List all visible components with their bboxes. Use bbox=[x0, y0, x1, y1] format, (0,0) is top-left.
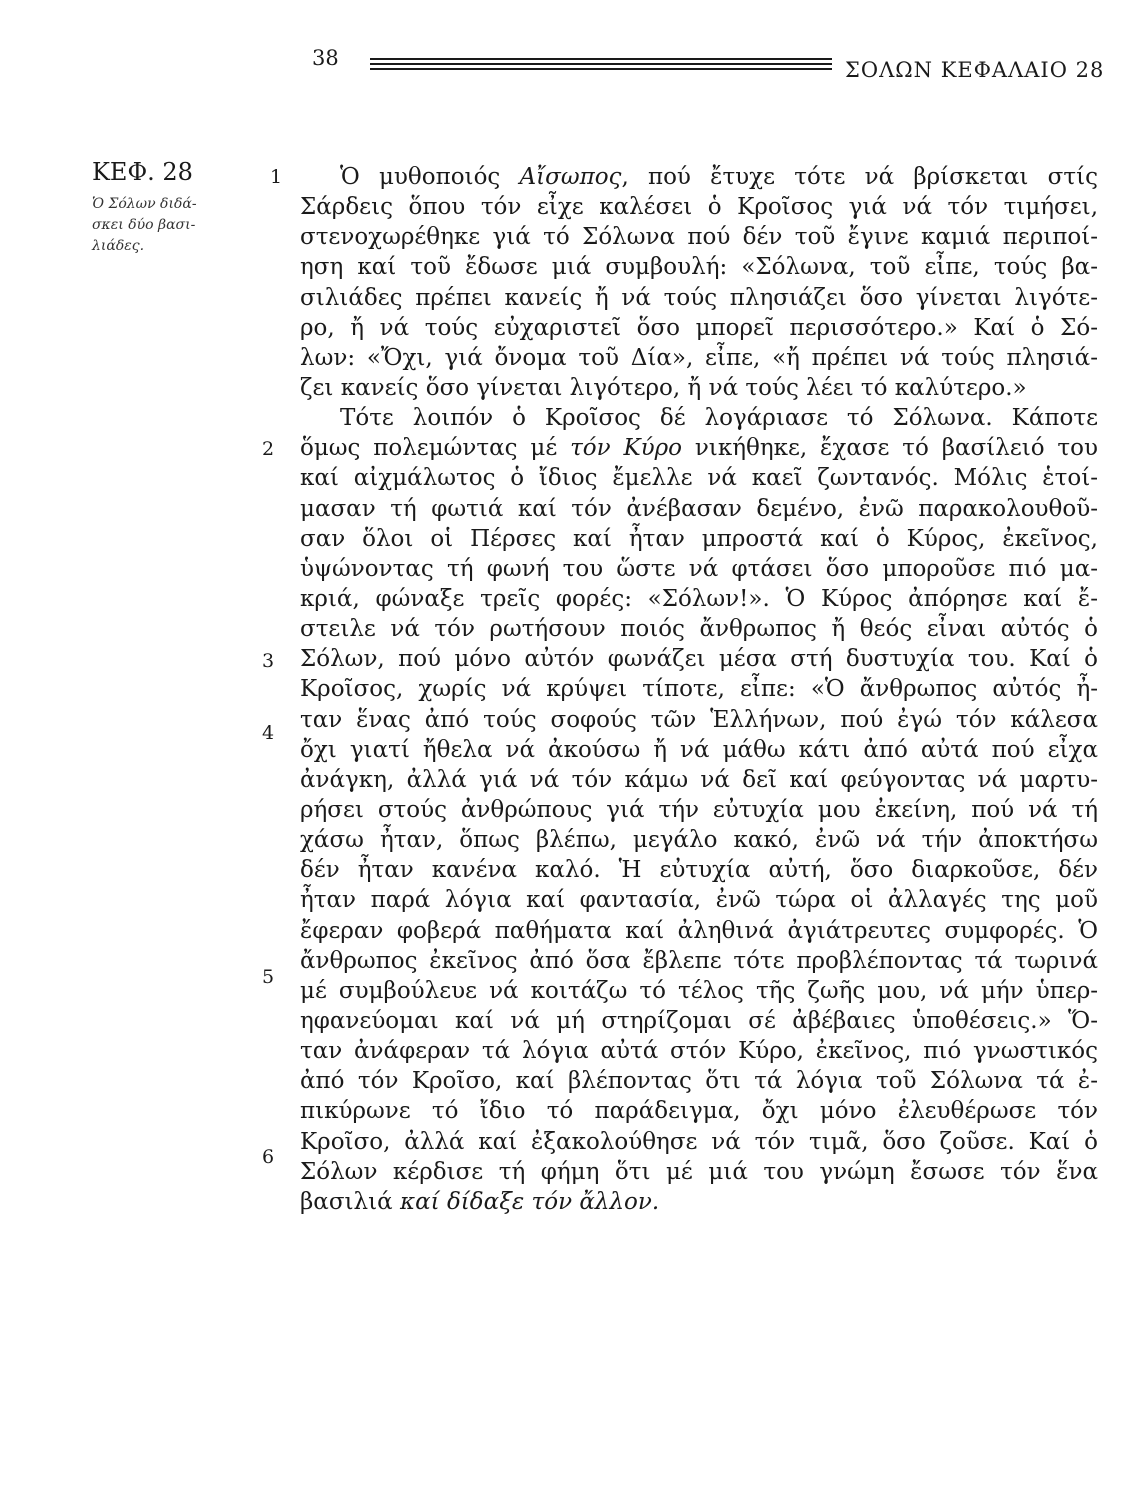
text-run: σιλιάδες πρέπει κανείς ἤ νά τούς πλησιάζει ὅσο γίνεται λιγότε- bbox=[300, 284, 1098, 311]
text-line bbox=[300, 735, 1098, 765]
text-line bbox=[300, 313, 1098, 343]
text-line bbox=[300, 192, 1098, 222]
text-run: ρήσει στούς ἀνθρώπους γιά τήν εὐτυχία μου ἐκείνη, πού νά τή bbox=[300, 796, 1098, 823]
text-line bbox=[300, 433, 1098, 463]
text-line bbox=[300, 855, 1098, 885]
text-line bbox=[300, 705, 1098, 735]
side-note-line: λιάδες. bbox=[92, 238, 145, 254]
text-line bbox=[300, 765, 1098, 795]
text-run: ταν ἀνάφεραν τά λόγια αὐτά στόν Κύρο, ἐκεῖνος, πιό γνωστικός bbox=[300, 1038, 1098, 1065]
chapter-label: ΚΕΦ. 28 bbox=[92, 158, 193, 186]
text-run: ἄνθρωπος ἐκεῖνος ἀπό ὅσα ἔβλεπε τότε προβλέποντας τά τωρινά bbox=[300, 947, 1098, 974]
text-run: χάσω ἦταν, ὅπως βλέπω, μεγάλο κακό, ἐνῶ νά τήν ἀποκτήσω bbox=[300, 827, 1098, 854]
text-line bbox=[300, 1096, 1098, 1126]
body-text bbox=[300, 162, 1098, 1217]
text-run: Κροῖσος, χωρίς νά κρύψει τίποτε, εἶπε: «Ὁ ἄνθρωπος αὐτός ἦ- bbox=[300, 676, 1098, 703]
text-line bbox=[300, 283, 1098, 313]
text-run: Τότε λοιπόν ὁ Κροῖσος δέ λογάριασε τό Σόλωνα. Κάποτε bbox=[340, 405, 1098, 432]
text-line bbox=[300, 463, 1098, 493]
text-line bbox=[300, 946, 1098, 976]
text-run: ὑψώνοντας τή φωνή του ὥστε νά φτάσει ὅσο μποροῦσε πιό μα- bbox=[300, 555, 1098, 582]
text-line bbox=[300, 976, 1098, 1006]
text-line bbox=[300, 795, 1098, 825]
text-run: ὅμως πολεμώντας μέ bbox=[300, 435, 571, 462]
text-run: βασιλιά bbox=[300, 1188, 400, 1215]
text-run: καί αἰχμάλωτος ὁ ἴδιος ἔμελλε νά καεῖ ζωντανός. Μόλις ἑτοί- bbox=[300, 465, 1098, 492]
italic-text: Αἴσωπος bbox=[519, 164, 622, 190]
text-line bbox=[300, 644, 1098, 674]
text-line bbox=[300, 554, 1098, 584]
text-line bbox=[300, 222, 1098, 252]
text-run: Σόλων κέρδισε τή φήμη ὅτι μέ μιά του γνώμη ἔσωσε τόν ἕνα bbox=[300, 1158, 1098, 1185]
text-run: ζει κανείς ὅσο γίνεται λιγότερο, ἤ νά τούς λέει τό καλύτερο.» bbox=[300, 374, 1027, 401]
text-line bbox=[300, 1127, 1098, 1157]
paragraph-number: 3 bbox=[262, 650, 275, 672]
text-run: λων: «Ὄχι, γιά ὄνομα τοῦ Δία», εἶπε, «ἤ πρέπει νά τούς πλησιά- bbox=[300, 344, 1098, 371]
text-run: μασαν τή φωτιά καί τόν ἀνέβασαν δεμένο, ἐνῶ παρακολουθοῦ- bbox=[300, 495, 1098, 522]
text-line bbox=[300, 916, 1098, 946]
page-number: 38 bbox=[312, 46, 339, 70]
italic-text: τόν Κύρο bbox=[570, 435, 682, 462]
paragraph-number: 2 bbox=[262, 438, 275, 460]
text-run: μέ συμβούλευε νά κοιτάζω τό τέλος τῆς ζωῆς μου, νά μήν ὑπερ- bbox=[300, 977, 1098, 1004]
side-note-line: σκει δύο βασι- bbox=[92, 217, 196, 233]
text-run: ρο, ἤ νά τούς εὐχαριστεῖ ὅσο μπορεῖ περισσότερο.» Καί ὁ Σό- bbox=[300, 314, 1098, 341]
text-run: Σόλων, πού μόνο αὐτόν φωνάζει μέσα στή δυστυχία του. Καί ὁ bbox=[300, 646, 1098, 673]
header-rule bbox=[370, 58, 832, 70]
text-run: Σάρδεις ὅπου τόν εἶχε καλέσει ὁ Κροῖσος γιά νά τόν τιμήσει, bbox=[300, 194, 1098, 221]
text-run: ἀπό τόν Κροῖσο, καί βλέποντας ὅτι τά λόγια τοῦ Σόλωνα τά ἐ- bbox=[300, 1068, 1098, 1095]
text-run: , πού ἔτυχε τότε νά βρίσκεται στίς bbox=[621, 164, 1098, 190]
italic-text: καί δίδαξε τόν ἄλλον. bbox=[400, 1188, 660, 1215]
text-run: ἔφεραν φοβερά παθήματα καί ἀληθινά ἀγιάτρευτες συμφορές. Ὁ bbox=[300, 917, 1098, 944]
text-line bbox=[300, 1187, 1098, 1217]
text-run: σαν ὅλοι οἱ Πέρσες καί ἦταν μπροστά καί ὁ Κύρος, ἐκεῖνος, bbox=[300, 525, 1098, 552]
text-line bbox=[300, 614, 1098, 644]
text-line bbox=[300, 825, 1098, 855]
text-run: κριά, φώναξε τρεῖς φορές: «Σόλων!». Ὁ Κύρος ἀπόρησε καί ἔ- bbox=[300, 585, 1098, 612]
paragraph-number: 5 bbox=[262, 966, 275, 988]
text-line bbox=[300, 584, 1098, 614]
text-run: ἦταν παρά λόγια καί φαντασία, ἐνῶ τώρα οἱ ἀλλαγές της μοῦ bbox=[300, 887, 1098, 914]
side-note-line: Ὁ Σόλων διδά- bbox=[92, 196, 197, 212]
text-line bbox=[300, 252, 1098, 282]
text-line bbox=[300, 524, 1098, 554]
paragraph-number: 4 bbox=[262, 722, 275, 744]
text-line bbox=[300, 1036, 1098, 1066]
text-run: Ὁ μυθοποιός bbox=[340, 164, 520, 190]
text-line bbox=[300, 403, 1098, 433]
paragraph-number: 6 bbox=[262, 1146, 275, 1168]
text-line bbox=[300, 373, 1098, 403]
text-run: δέν ἦταν κανένα καλό. Ἡ εὐτυχία αὐτή, ὅσο διαρκοῦσε, δέν bbox=[300, 857, 1098, 884]
text-line bbox=[300, 674, 1098, 704]
text-run: ηφανεύομαι καί νά μή στηρίζομαι σέ ἀβέβαιες ὑποθέσεις.» Ὅ- bbox=[300, 1007, 1098, 1034]
text-line bbox=[300, 885, 1098, 915]
text-line bbox=[300, 343, 1098, 373]
text-line bbox=[300, 162, 1098, 192]
text-run: ηση καί τοῦ ἔδωσε μιά συμβουλή: «Σόλωνα, τοῦ εἶπε, τούς βα- bbox=[300, 254, 1098, 281]
text-run: ταν ἕνας ἀπό τούς σοφούς τῶν Ἑλλήνων, πού ἐγώ τόν κάλεσα bbox=[300, 706, 1098, 733]
text-run: Κροῖσο, ἀλλά καί ἐξακολούθησε νά τόν τιμᾶ, ὅσο ζοῦσε. Καί ὁ bbox=[300, 1128, 1098, 1155]
side-note bbox=[92, 194, 272, 257]
text-run: πικύρωνε τό ἴδιο τό παράδειγμα, ὄχι μόνο ἐλευθέρωσε τόν bbox=[300, 1098, 1098, 1125]
paragraph-number: 1 bbox=[270, 166, 283, 188]
text-line bbox=[300, 1066, 1098, 1096]
text-run: στενοχωρέθηκε γιά τό Σόλωνα πού δέν τοῦ ἔγινε καμιά περιποί- bbox=[300, 224, 1098, 251]
text-run: νικήθηκε, ἔχασε τό βασίλειό του bbox=[682, 435, 1098, 462]
running-head: ΣΟΛΩΝ ΚΕΦΑΛΑΙΟ 28 bbox=[845, 58, 1105, 82]
text-line bbox=[300, 1006, 1098, 1036]
text-line bbox=[300, 1157, 1098, 1187]
text-line bbox=[300, 494, 1098, 524]
text-run: ἀνάγκη, ἀλλά γιά νά τόν κάμω νά δεῖ καί φεύγοντας νά μαρτυ- bbox=[300, 766, 1098, 793]
text-run: στειλε νά τόν ρωτήσουν ποιός ἄνθρωπος ἤ θεός εἶναι αὐτός ὁ bbox=[300, 616, 1098, 643]
text-run: ὄχι γιατί ἤθελα νά ἀκούσω ἤ νά μάθω κάτι ἀπό αὐτά πού εἶχα bbox=[300, 736, 1098, 763]
